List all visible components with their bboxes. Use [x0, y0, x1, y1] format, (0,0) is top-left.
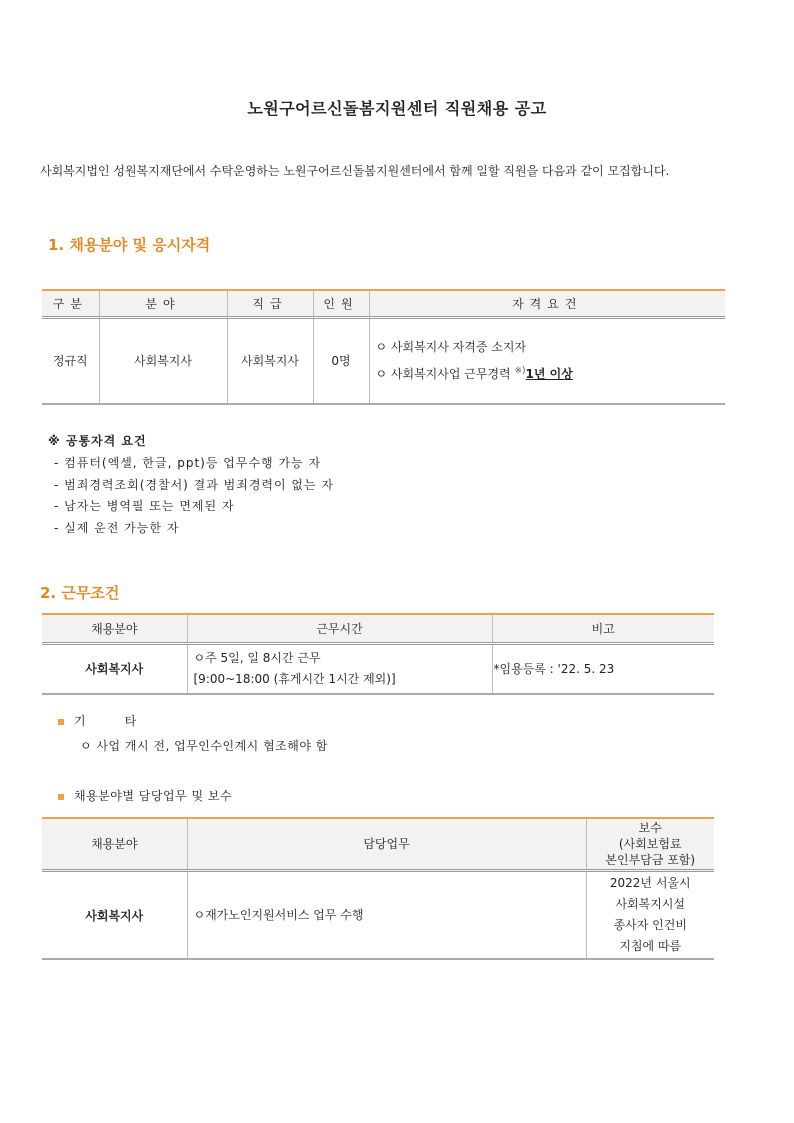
pay-header-line: (사회보험료 — [618, 837, 682, 851]
square-bullet-icon — [58, 794, 64, 800]
common-requirements — [48, 432, 334, 539]
pay-line: 2022년 서울시 — [609, 876, 691, 890]
header-qualification: 자격요건 — [369, 290, 725, 317]
qualification-2-text: ㅇ 사회복지사업 근무경력 — [375, 367, 515, 381]
etc-heading — [58, 712, 328, 729]
hours-line-2: [9:00~18:00 (휴게시간 1시간 제외)] — [193, 671, 396, 686]
cell-count: 0명 — [313, 317, 369, 404]
table-row — [42, 643, 714, 694]
etc-item: ㅇ 사업 개시 전, 업무인수인계시 협조해야 함 — [80, 739, 328, 753]
table-header-row — [42, 290, 725, 317]
header-grade: 직급 — [227, 290, 313, 317]
etc-heading-b: 타 — [124, 714, 138, 728]
header-type: 구분 — [42, 290, 99, 317]
duties-table — [42, 817, 714, 960]
table-row — [42, 317, 725, 404]
section2-heading: 2. 근무조건 — [40, 584, 120, 602]
hours-line-1: ㅇ주 5일, 일 8시간 근무 — [193, 650, 321, 665]
pay-line: 종사자 인건비 — [613, 918, 687, 932]
cell-note: *임용등록 : '22. 5. 23 — [492, 643, 714, 694]
pay-header-line: 본인부담금 포함) — [605, 853, 696, 867]
page-title: 노원구어르신돌봄지원센터 직원채용 공고 — [247, 99, 547, 118]
common-item: - 남자는 병역필 또는 면제된 자 — [54, 499, 235, 513]
common-item: - 범죄경력조회(경찰서) 결과 범죄경력이 없는 자 — [54, 477, 335, 492]
header-pay — [586, 818, 714, 871]
intro-text: 사회복지법인 성원복지재단에서 수탁운영하는 노원구어르신돌봄지원센터에서 함께 일할 직원을 다음과 같이 모집합니다. — [40, 164, 670, 178]
cell-field: 사회복지사 — [99, 317, 227, 404]
etc-heading-a: 기 — [74, 714, 87, 728]
cell-type: 정규직 — [42, 317, 99, 404]
table-header-row — [42, 614, 714, 643]
header-hours: 근무시간 — [187, 614, 492, 643]
section1-heading: 1. 채용분야 및 응시자격 — [48, 236, 211, 254]
common-item: - 컴퓨터(엑셀, 한글, ppt)등 업무수행 가능 자 — [54, 456, 322, 470]
common-item: - 실제 운전 가능한 자 — [54, 520, 180, 535]
pay-line: 지침에 따름 — [619, 939, 682, 953]
square-bullet-icon — [58, 719, 64, 725]
cell-grade: 사회복지사 — [227, 317, 313, 404]
cell-hours — [187, 643, 492, 694]
header-note: 비고 — [492, 614, 714, 643]
qualification-2-emphasis: 1년 이상 — [525, 367, 573, 381]
reference-mark: ※) — [514, 366, 526, 376]
qualification-2 — [376, 359, 725, 386]
pay-header-line: 보수 — [638, 821, 662, 835]
etc-block — [58, 712, 328, 754]
cell-field: 사회복지사 — [42, 871, 187, 960]
pay-line: 사회복지시설 — [615, 897, 686, 911]
header-field: 채용분야 — [42, 614, 187, 643]
header-field: 분야 — [99, 290, 227, 317]
header-count: 인원 — [313, 290, 369, 317]
cell-qualification — [369, 317, 725, 404]
header-field: 채용분야 — [42, 818, 187, 871]
cell-pay — [586, 871, 714, 960]
duties-heading-text: 채용분야별 담당업무 및 보수 — [74, 789, 233, 803]
table-row — [42, 871, 714, 960]
recruit-table — [42, 289, 725, 405]
duties-heading — [58, 787, 232, 804]
qualification-1: ㅇ 사회복지사 자격증 소지자 — [375, 340, 527, 354]
table-header-row — [42, 818, 714, 871]
common-heading: ※ 공통자격 요건 — [48, 434, 147, 448]
header-duty: 담당업무 — [187, 818, 586, 871]
work-conditions-table — [42, 613, 714, 695]
cell-duty: ㅇ재가노인지원서비스 업무 수행 — [187, 871, 586, 960]
cell-field: 사회복지사 — [42, 643, 187, 694]
